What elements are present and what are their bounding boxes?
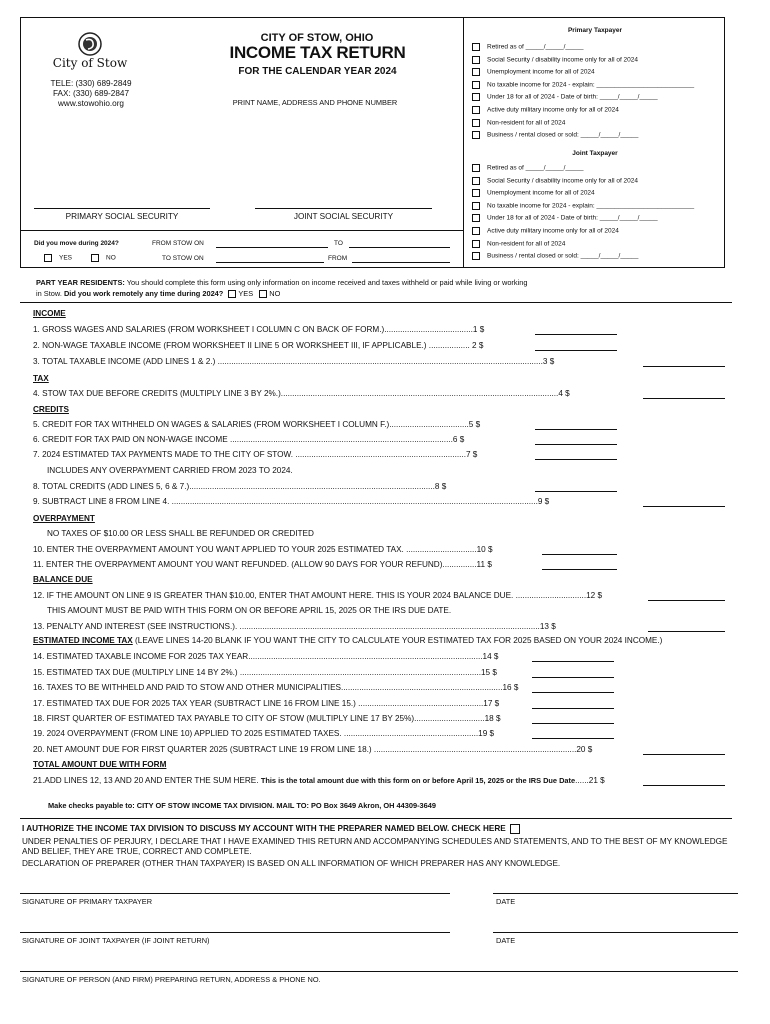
- line-5: 5. CREDIT FOR TAX WITHHELD ON WAGES & SALARIES (FROM WORKSHEET I COLUMN F.)...................................5 $: [33, 420, 481, 429]
- perjury-statement: UNDER PENALTIES OF PERJURY, I DECLARE THAT I HAVE EXAMINED THIS RETURN AND ACCOMPANYING SCHEDULES AND STATEMENTS, AND TO THE BEST OF MY KNOWLEDGE AND BELIEF, THEY ARE TRUE, CORRECT AND COMPLETE.: [22, 837, 728, 856]
- move-no[interactable]: NO: [91, 254, 116, 262]
- primary-taxpayer-option[interactable]: Business / rental closed or sold: _____/_____/_____: [472, 131, 638, 139]
- joint-taxpayer-checkbox[interactable]: [472, 227, 480, 235]
- tele: TELE: (330) 689-2849: [50, 79, 132, 88]
- primary-taxpayer-checkbox[interactable]: [472, 106, 480, 114]
- line-16: 16. TAXES TO BE WITHHELD AND PAID TO STOW AND OTHER MUNICIPALITIES.......................................................................16 $: [33, 683, 519, 692]
- mail-instructions: Make checks payable to: CITY OF STOW INCOME TAX DIVISION. MAIL TO: PO Box 3649 Akron, OH 44309-3649: [48, 801, 436, 810]
- date1-label: DATE: [496, 897, 516, 906]
- primary-taxpayer-checkbox[interactable]: [472, 81, 480, 89]
- joint-ssn-line[interactable]: [255, 208, 432, 209]
- line-15-input[interactable]: [532, 677, 614, 678]
- joint-taxpayer-checkbox[interactable]: [472, 189, 480, 197]
- joint-taxpayer-checkbox[interactable]: [472, 214, 480, 222]
- section-estimated: ESTIMATED INCOME TAX (LEAVE LINES 14-20 BLANK IF YOU WANT THE CITY TO CALCULATE YOUR ESTIMATED TAX FOR 2025 BASED ON YOUR 2024 INCOME.): [33, 636, 663, 645]
- primary-signature-line[interactable]: [20, 893, 450, 894]
- joint-signature-label: SIGNATURE OF JOINT TAXPAYER (IF JOINT RETURN): [22, 936, 210, 945]
- primary-signature-label: SIGNATURE OF PRIMARY TAXPAYER: [22, 897, 153, 906]
- line-12-note: THIS AMOUNT MUST BE PAID WITH THIS FORM ON OR BEFORE APRIL 15, 2025 OR THE IRS DUE DATE.: [47, 606, 452, 615]
- line-9-input[interactable]: [643, 506, 725, 507]
- line-11: 11. ENTER THE OVERPAYMENT AMOUNT YOU WANT REFUNDED. (ALLOW 90 DAYS FOR YOUR REFUND)...............11 $: [33, 560, 492, 569]
- primary-taxpayer-checkbox[interactable]: [472, 131, 480, 139]
- primary-ssn-label: PRIMARY SOCIAL SECURITY: [65, 212, 179, 221]
- to-input[interactable]: [349, 247, 450, 248]
- primary-ssn-line[interactable]: [34, 208, 210, 209]
- line-12-input[interactable]: [648, 600, 725, 601]
- divider: [20, 230, 464, 231]
- line-16-input[interactable]: [532, 692, 614, 693]
- authorize-checkbox[interactable]: [510, 824, 520, 834]
- line-5-input[interactable]: [535, 429, 617, 430]
- print-name-label: PRINT NAME, ADDRESS AND PHONE NUMBER: [232, 98, 398, 107]
- divider: [20, 818, 732, 819]
- line-3-input[interactable]: [643, 366, 725, 367]
- from-label: FROM: [328, 255, 348, 262]
- line-18-input[interactable]: [532, 723, 614, 724]
- line-8-input[interactable]: [535, 491, 617, 492]
- line-18: 18. FIRST QUARTER OF ESTIMATED TAX PAYABLE TO CITY OF STOW (MULTIPLY LINE 17 BY 25%)...............................18 $: [33, 714, 501, 723]
- joint-taxpayer-option[interactable]: Unemployment income for all of 2024: [472, 189, 595, 197]
- joint-taxpayer-option[interactable]: Under 18 for all of 2024 - Date of birth: _____/_____/_____: [472, 214, 658, 222]
- primary-taxpayer-heading: Primary Taxpayer: [567, 27, 623, 34]
- city-logo: [50, 30, 130, 76]
- line-21-input[interactable]: [643, 785, 725, 786]
- preparer-signature-label: SIGNATURE OF PERSON (AND FIRM) PREPARING RETURN, ADDRESS & PHONE NO.: [22, 975, 321, 984]
- line-1: 1. GROSS WAGES AND SALARIES (FROM WORKSHEET I COLUMN C ON BACK OF FORM.).......................................1 $: [33, 325, 485, 334]
- line-13: 13. PENALTY AND INTEREST (SEE INSTRUCTIONS.). ....................................................................................................................................13 $: [33, 622, 556, 631]
- line-3: 3. TOTAL TAXABLE INCOME (ADD LINES 1 & 2.) ...............................................................................................................................................3 $: [33, 357, 555, 366]
- line-6: 6. CREDIT FOR TAX PAID ON NON-WAGE INCOME ..................................................................................................6 $: [33, 435, 465, 444]
- line-10-input[interactable]: [542, 554, 617, 555]
- joint-taxpayer-heading: Joint Taxpayer: [572, 150, 618, 157]
- line-7: 7. 2024 ESTIMATED TAX PAYMENTS MADE TO THE CITY OF STOW. ...........................................................................7 $: [33, 450, 478, 459]
- joint-taxpayer-option[interactable]: Retired as of _____/_____/_____: [472, 164, 584, 172]
- primary-taxpayer-option[interactable]: Non-resident for all of 2024: [472, 119, 565, 127]
- joint-taxpayer-checkbox[interactable]: [472, 177, 480, 185]
- part-year-notice: PART YEAR RESIDENTS: You should complete this form using only information on income received and taxes withheld or paid while living or working in Stow. Did you work remotely any time during 2024? YES NO: [36, 278, 528, 298]
- joint-taxpayer-option[interactable]: Business / rental closed or sold: _____/_____/_____: [472, 252, 638, 260]
- section-credits: CREDITS: [33, 405, 69, 414]
- move-yes-checkbox[interactable]: [44, 254, 52, 262]
- move-yes[interactable]: YES: [44, 254, 72, 262]
- line-14: 14. ESTIMATED TAXABLE INCOME FOR 2025 TAX YEAR.......................................................................................................14 $: [33, 652, 499, 661]
- to-label: TO: [334, 240, 343, 247]
- to-stow-label: TO STOW ON: [162, 255, 204, 262]
- line-4: 4. STOW TAX DUE BEFORE CREDITS (MULTIPLY LINE 3 BY 2%.)..........................................................................................................................4 $: [33, 389, 570, 398]
- line-7-input[interactable]: [535, 459, 617, 460]
- line-20-input[interactable]: [643, 754, 725, 755]
- line-6-input[interactable]: [535, 444, 617, 445]
- section-overpayment: OVERPAYMENT: [33, 514, 95, 523]
- line-8: 8. TOTAL CREDITS (ADD LINES 5, 6 & 7.)............................................................................................................8 $: [33, 482, 447, 491]
- joint-ssn-label: JOINT SOCIAL SECURITY: [293, 212, 394, 221]
- page-title: INCOME TAX RETURN: [229, 43, 406, 62]
- line-15: 15. ESTIMATED TAX DUE (MULTIPLY LINE 14 BY 2%.) ..........................................................................................................15 $: [33, 668, 497, 677]
- line-11-input[interactable]: [542, 569, 617, 570]
- section-tax: TAX: [33, 374, 49, 383]
- remote-yes-checkbox[interactable]: [228, 290, 236, 298]
- section-total-due: TOTAL AMOUNT DUE WITH FORM: [33, 760, 167, 769]
- primary-taxpayer-checkbox[interactable]: [472, 68, 480, 76]
- from-input[interactable]: [352, 262, 450, 263]
- logo-text: City of Stow: [52, 56, 128, 70]
- line-1-input[interactable]: [535, 334, 617, 335]
- fax: FAX: (330) 689-2847: [52, 89, 129, 98]
- line-2: 2. NON-WAGE TAXABLE INCOME (FROM WORKSHEET II LINE 5 OR WORKSHEET III, IF APPLICABLE.) .................. 2 $: [33, 341, 484, 350]
- primary-taxpayer-option[interactable]: Unemployment income for all of 2024: [472, 68, 595, 76]
- from-stow-label: FROM STOW ON: [152, 240, 204, 247]
- line-20: 20. NET AMOUNT DUE FOR FIRST QUARTER 2025 (SUBTRACT LINE 19 FROM LINE 18.) .........................................................................................20 $: [33, 745, 593, 754]
- declaration-statement: DECLARATION OF PREPARER (OTHER THAN TAXPAYER) IS BASED ON ALL INFORMATION OF WHICH PREPARER HAS ANY KNOWLEDGE.: [22, 859, 561, 868]
- primary-taxpayer-option[interactable]: Social Security / disability income only for all of 2024: [472, 56, 638, 64]
- line-13-input[interactable]: [648, 631, 725, 632]
- move-no-checkbox[interactable]: [91, 254, 99, 262]
- line-12: 12. IF THE AMOUNT ON LINE 9 IS GREATER THAN $10.00, ENTER THAT AMOUNT HERE. THIS IS YOUR 2024 BALANCE DUE. ...............................12 $: [33, 591, 603, 600]
- section-income: INCOME: [33, 309, 66, 318]
- line-7-note: INCLUDES ANY OVERPAYMENT CARRIED FROM 2023 TO 2024.: [47, 466, 293, 475]
- line-19: 19. 2024 OVERPAYMENT (FROM LINE 10) APPLIED TO 2025 ESTIMATED TAXES. ...........................................................19 $: [33, 729, 495, 738]
- taxpayer-status-panel: [463, 17, 725, 268]
- date1-line[interactable]: [493, 893, 738, 894]
- primary-taxpayer-checkbox[interactable]: [472, 93, 480, 101]
- section-balance-due: BALANCE DUE: [33, 575, 93, 584]
- joint-taxpayer-option[interactable]: Non-resident for all of 2024: [472, 240, 565, 248]
- primary-taxpayer-checkbox[interactable]: [472, 56, 480, 64]
- line-10: 10. ENTER THE OVERPAYMENT AMOUNT YOU WANT APPLIED TO YOUR 2025 ESTIMATED TAX. ...............................10 $: [33, 545, 493, 554]
- date2-label: DATE: [496, 936, 516, 945]
- joint-taxpayer-option[interactable]: No taxable income for 2024 - explain: ___________________________: [472, 202, 694, 210]
- line-19-input[interactable]: [532, 738, 614, 739]
- city-name: CITY OF STOW, OHIO: [260, 32, 374, 44]
- joint-taxpayer-checkbox[interactable]: [472, 240, 480, 248]
- joint-taxpayer-option[interactable]: Active duty military income only for all of 2024: [472, 227, 619, 235]
- line-14-input[interactable]: [532, 661, 614, 662]
- line-17: 17. ESTIMATED TAX DUE FOR 2025 TAX YEAR (SUBTRACT LINE 16 FROM LINE 15.) .......................................................17 $: [33, 699, 500, 708]
- line-2-input[interactable]: [535, 350, 617, 351]
- divider: [20, 302, 732, 303]
- primary-taxpayer-checkbox[interactable]: [472, 119, 480, 127]
- primary-taxpayer-option[interactable]: No taxable income for 2024 - explain: ___________________________: [472, 81, 694, 89]
- joint-taxpayer-checkbox[interactable]: [472, 202, 480, 210]
- subtitle: FOR THE CALENDAR YEAR 2024: [238, 66, 397, 77]
- preparer-signature-line[interactable]: [20, 971, 738, 972]
- primary-taxpayer-checkbox[interactable]: [472, 43, 480, 51]
- authorize-preparer: I AUTHORIZE THE INCOME TAX DIVISION TO DISCUSS MY ACCOUNT WITH THE PREPARER NAMED BELOW. CHECK HERE: [22, 824, 527, 834]
- website: www.stowohio.org: [58, 99, 124, 108]
- joint-signature-line[interactable]: [20, 932, 450, 933]
- to-stow-input[interactable]: [216, 262, 324, 263]
- joint-taxpayer-checkbox[interactable]: [472, 164, 480, 172]
- line-21: 21.ADD LINES 12, 13 AND 20 AND ENTER THE SUM HERE. This is the total amount due with this form on or before April 15, 2025 or the IRS Due Date......21 $: [33, 776, 605, 785]
- no-taxes-note: NO TAXES OF $10.00 OR LESS SHALL BE REFUNDED OR CREDITED: [47, 529, 314, 538]
- line-17-input[interactable]: [532, 708, 614, 709]
- line-9: 9. SUBTRACT LINE 8 FROM LINE 4. .................................................................................................................................................................9 $: [33, 497, 550, 506]
- joint-taxpayer-checkbox[interactable]: [472, 252, 480, 260]
- from-stow-input[interactable]: [216, 247, 328, 248]
- primary-taxpayer-option[interactable]: Active duty military income only for all of 2024: [472, 106, 619, 114]
- date2-line[interactable]: [493, 932, 738, 933]
- move-question: Did you move during 2024?: [34, 240, 119, 247]
- remote-no-checkbox[interactable]: [259, 290, 267, 298]
- primary-taxpayer-option[interactable]: Retired as of _____/_____/_____: [472, 43, 584, 51]
- line-4-input[interactable]: [643, 398, 725, 399]
- joint-taxpayer-option[interactable]: Social Security / disability income only for all of 2024: [472, 177, 638, 185]
- primary-taxpayer-option[interactable]: Under 18 for all of 2024 - Date of birth: _____/_____/_____: [472, 93, 658, 101]
